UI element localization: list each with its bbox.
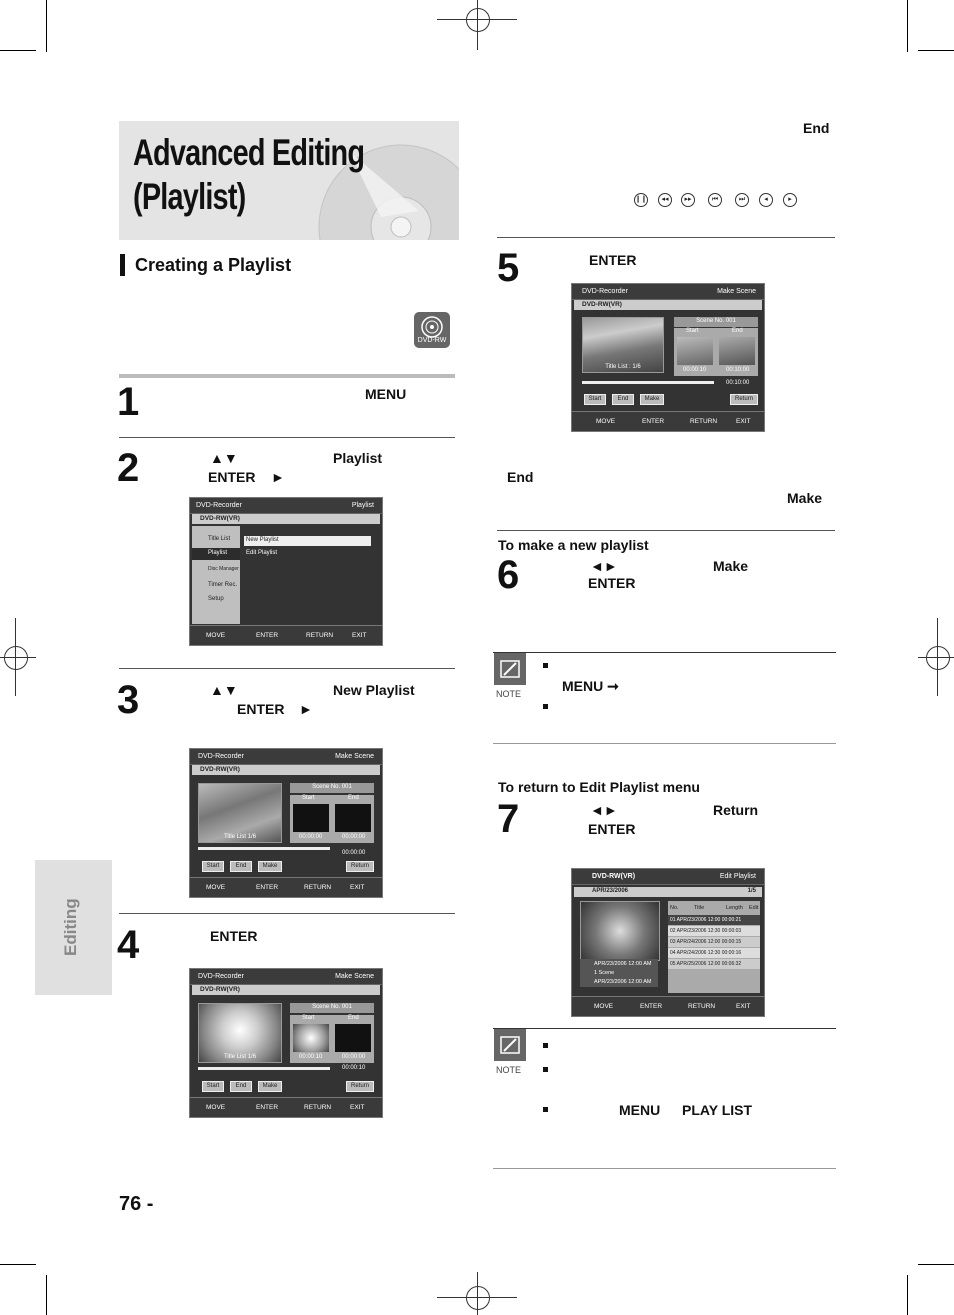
make-label: Make (787, 490, 823, 506)
return-edit-heading: To return to Edit Playlist menu (498, 779, 700, 795)
table-row: 04 APR/24/2006 12:30 00:00:16 (670, 950, 742, 956)
enter-key: ENTER (237, 701, 285, 717)
arrow-keys: ◄► (590, 558, 618, 574)
screen-option-new-playlist: New Playlist (244, 536, 371, 546)
playlist-label: Playlist (333, 450, 383, 466)
table-row: 02 APR/23/2006 12:30 00:00:03 (670, 928, 742, 934)
crop-mark (918, 50, 954, 51)
screen-make-scene-start: DVD-Recorder Make Scene DVD-RW(VR) Title List 1/6 Scene No. 001 Start End 00:00:10 00:00:00 00:00:10 Start End Make Return MOVE ENTER RETURN EXIT (189, 968, 383, 1118)
divider (493, 1028, 836, 1029)
screen-edit-playlist: DVD-RW(VR) Edit Playlist APR/23/2006 1/5 APR/23/2006 12:00 AM 1 Scene APR/23/2006 12:00 AM No. Title Length Edit 01 APR/23/2006 12:00 00:00:21 02 APR/23/2006 12:30 00:00:03 03 APR/24/2006 12:00 00:00:15 04 APR/24/2006 12:30 00:00:16 05 APR/25/2006 12:00 00:06:32 MOVE ENTER RETURN EXIT (571, 868, 765, 1017)
playback-controls (634, 193, 804, 209)
new-playlist-label: New Playlist (333, 682, 415, 698)
divider (119, 913, 455, 914)
rewind-icon: ◂◂ (658, 193, 672, 207)
flower-thumbnail: Title List 1/6 (198, 1003, 282, 1063)
divider (493, 743, 836, 744)
menu-key: MENU ➞ (562, 678, 619, 694)
bullet (543, 1043, 548, 1048)
divider (119, 374, 455, 378)
registration-mark (4, 646, 28, 670)
note-pencil-icon (494, 653, 526, 685)
step-number: 2 (117, 446, 140, 490)
registration-line (477, 0, 478, 50)
butterfly-thumbnail (580, 901, 660, 961)
menu-key: MENU (365, 386, 407, 402)
skip-forward-icon: ⏭ (735, 193, 749, 207)
step-number: 6 (497, 553, 520, 597)
pause-icon: ❙❙ (634, 193, 648, 207)
arrow-keys: ▲▼ (210, 682, 238, 698)
crop-mark (46, 1275, 47, 1315)
right-arrow-key: ► (271, 469, 285, 485)
step-back-icon: ◂ (759, 193, 773, 207)
crop-mark (0, 50, 36, 51)
divider (497, 530, 835, 531)
table-row: 03 APR/24/2006 12:00 00:00:15 (670, 939, 742, 945)
registration-mark (926, 646, 950, 670)
skip-back-icon: ⏮ (708, 193, 722, 207)
divider (493, 1168, 836, 1169)
section-title: Creating a Playlist (135, 255, 292, 275)
crop-mark (918, 1264, 954, 1265)
screen-playlist-menu: DVD-Recorder Playlist DVD-RW(VR) Title List Playlist Disc Manager Timer Rec. Setup New Playlist Edit Playlist MOVE ENTER RETURN EXIT (189, 497, 383, 646)
make-label: Make (713, 558, 749, 574)
step-number: 5 (497, 246, 520, 290)
registration-line (477, 1272, 478, 1315)
step-number: 7 (497, 797, 520, 841)
bullet (543, 1107, 548, 1112)
crop-mark (0, 1264, 36, 1265)
registration-mark (466, 8, 490, 32)
sidebar-tab-editing: Editing (35, 860, 112, 995)
enter-key: ENTER (210, 928, 258, 944)
return-label: Return (713, 802, 759, 818)
menu-key: MENU (619, 1102, 661, 1118)
divider (493, 652, 836, 653)
divider (119, 437, 455, 438)
bullet (543, 704, 548, 709)
dvd-rw-badge: DVD-RW (414, 312, 450, 348)
right-arrow-key: ► (299, 701, 313, 717)
arrow-keys: ◄► (590, 802, 618, 818)
enter-key: ENTER (588, 575, 636, 591)
arrow-keys: ▲▼ (210, 450, 238, 466)
step-number: 3 (117, 678, 140, 722)
step-number: 1 (117, 380, 140, 424)
page-title: Advanced Editing (Playlist) (133, 132, 365, 217)
bullet (543, 1067, 548, 1072)
registration-mark (466, 1286, 490, 1310)
crop-mark (46, 0, 47, 52)
registration-line (937, 618, 938, 696)
enter-key: ENTER (208, 469, 256, 485)
animal-thumbnail: Title List : 1/6 (582, 317, 664, 373)
dolphin-thumbnail: Title List 1/6 (198, 783, 282, 843)
end-label: End (507, 469, 534, 485)
table-row: 01 APR/23/2006 12:00 00:00:21 (670, 917, 742, 923)
enter-key: ENTER (588, 821, 636, 837)
play-list-key: PLAY LIST (682, 1102, 753, 1118)
crop-mark (907, 1275, 908, 1315)
bullet (543, 663, 548, 668)
page-number: 76 - (119, 1193, 154, 1215)
enter-key: ENTER (589, 252, 637, 268)
step-number: 4 (117, 923, 140, 967)
divider (497, 237, 835, 238)
screen-make-scene-end: DVD-Recorder Make Scene DVD-RW(VR) Title List : 1/6 Scene No. 001 Start End 00:00:10 00:10:00 00:10:00 Start End Make Return MOVE ENTER RETURN EXIT (571, 283, 765, 432)
registration-line (918, 657, 954, 658)
screen-option-edit-playlist: Edit Playlist (246, 550, 278, 556)
table-row: 05 APR/25/2006 12:00 00:06:32 (670, 961, 742, 967)
new-playlist-heading: To make a new playlist (498, 537, 649, 553)
title-banner (119, 121, 459, 240)
play-icon: ▸ (783, 193, 797, 207)
note-pencil-icon (494, 1029, 526, 1061)
registration-line (15, 618, 16, 696)
divider (119, 668, 455, 669)
section-bar (120, 254, 125, 276)
registration-line (0, 657, 36, 658)
fast-forward-icon: ▸▸ (681, 193, 695, 207)
end-label: End (803, 120, 830, 136)
screen-make-scene: DVD-Recorder Make Scene DVD-RW(VR) Title List 1/6 Scene No. 001 Start End 00:00:00 00:00:00 00:00:00 Start End Make Return MOVE ENTER RETURN EXIT (189, 748, 383, 898)
crop-mark (907, 0, 908, 52)
playlist-table: No. Title Length Edit 01 APR/23/2006 12:00 00:00:21 02 APR/23/2006 12:30 00:00:03 03 APR/24/2006 12:00 00:00:15 04 APR/24/2006 12:30 00:00:16 05 APR/25/2006 12:00 00:06:32 (668, 901, 760, 993)
screen-side-menu: Title List Playlist Disc Manager Timer Rec. Setup (192, 526, 240, 624)
